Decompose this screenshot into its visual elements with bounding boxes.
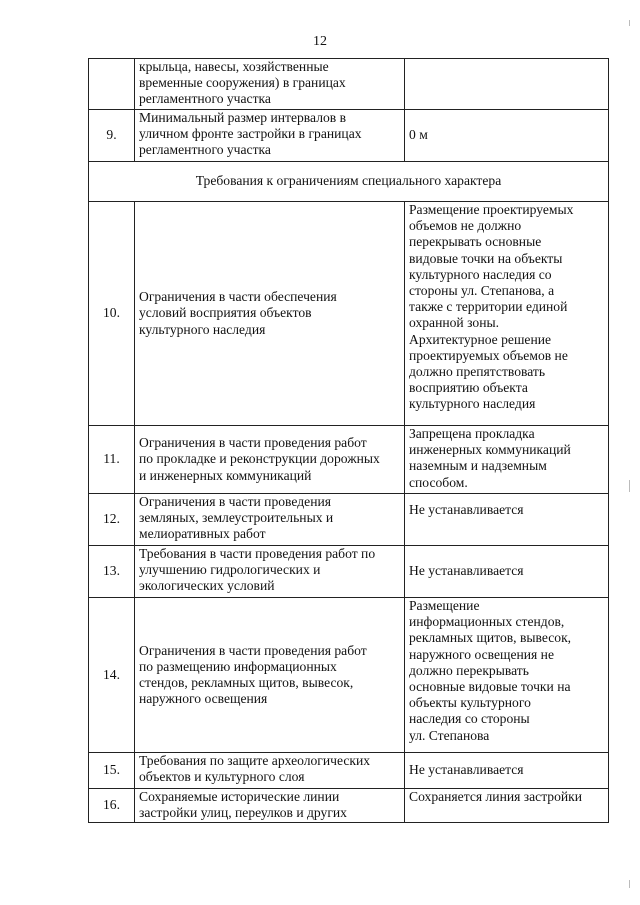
requirement-cell: Ограничения в части проведения работ по прокладке и реконструкции дорожных и инженерных коммуникаций xyxy=(135,426,405,494)
table-row xyxy=(89,59,609,110)
requirement-cell: Минимальный размер интервалов в уличном фронте застройки в границах регламентного участка xyxy=(135,110,405,162)
scan-mark xyxy=(629,880,630,888)
page-number: 12 xyxy=(313,34,327,49)
value-cell: Не устанавливается xyxy=(405,753,609,789)
section-header: Требования к ограничениям специального характера xyxy=(89,162,609,202)
table-row xyxy=(89,753,609,789)
value-cell: Запрещена прокладка инженерных коммуникаций наземным и надземным способом. xyxy=(405,426,609,494)
row-number xyxy=(89,59,135,110)
value-cell: Не устанавливается xyxy=(405,494,609,546)
value-cell: Не устанавливается xyxy=(405,546,609,598)
value-cell: Размещение информационных стендов, рекламных щитов, вывесок, наружного освещения не должно перекрывать основные видовые точки на объекты культурного наследия со стороны ул. Степанова xyxy=(405,598,609,753)
scan-mark xyxy=(629,480,630,492)
requirement-cell: Ограничения в части обеспечения условий восприятия объектов культурного наследия xyxy=(135,202,405,426)
section-header-row xyxy=(89,162,609,202)
table-row xyxy=(89,494,609,546)
requirement-cell: крыльца, навесы, хозяйственные временные сооружения) в границах регламентного участка xyxy=(135,59,405,110)
value-cell: 0 м xyxy=(405,110,609,162)
value-cell: Сохраняется линия застройки xyxy=(405,789,609,823)
requirement-cell: Требования в части проведения работ по улучшению гидрологических и экологических условий xyxy=(135,546,405,598)
regulations-table xyxy=(88,58,609,823)
scan-mark xyxy=(629,20,630,26)
table-row xyxy=(89,546,609,598)
requirement-cell: Ограничения в части проведения работ по размещению информационных стендов, рекламных щитов, вывесок, наружного освещения xyxy=(135,598,405,753)
row-number: 9. xyxy=(89,110,135,162)
value-cell: Размещение проектируемых объемов не должно перекрывать основные видовые точки на объекты культурного наследия со стороны ул. Степанова, а также с территории единой охранной зоны. Архитектурное решение проектируемых объемов не должно препятствовать восприятию объекта культурного наследия xyxy=(405,202,609,426)
row-number: 11. xyxy=(89,426,135,494)
row-number: 10. xyxy=(89,202,135,426)
row-number: 16. xyxy=(89,789,135,823)
requirement-cell: Требования по защите археологических объектов и культурного слоя xyxy=(135,753,405,789)
value-cell xyxy=(405,59,609,110)
table-row xyxy=(89,202,609,426)
row-number: 14. xyxy=(89,598,135,753)
requirement-cell: Ограничения в части проведения земляных, землеустроительных и мелиоративных работ xyxy=(135,494,405,546)
table-row xyxy=(89,598,609,753)
table-row xyxy=(89,110,609,162)
table-row xyxy=(89,789,609,823)
row-number: 15. xyxy=(89,753,135,789)
row-number: 13. xyxy=(89,546,135,598)
requirement-cell: Сохраняемые исторические линии застройки улиц, переулков и других xyxy=(135,789,405,823)
row-number: 12. xyxy=(89,494,135,546)
table-row xyxy=(89,426,609,494)
